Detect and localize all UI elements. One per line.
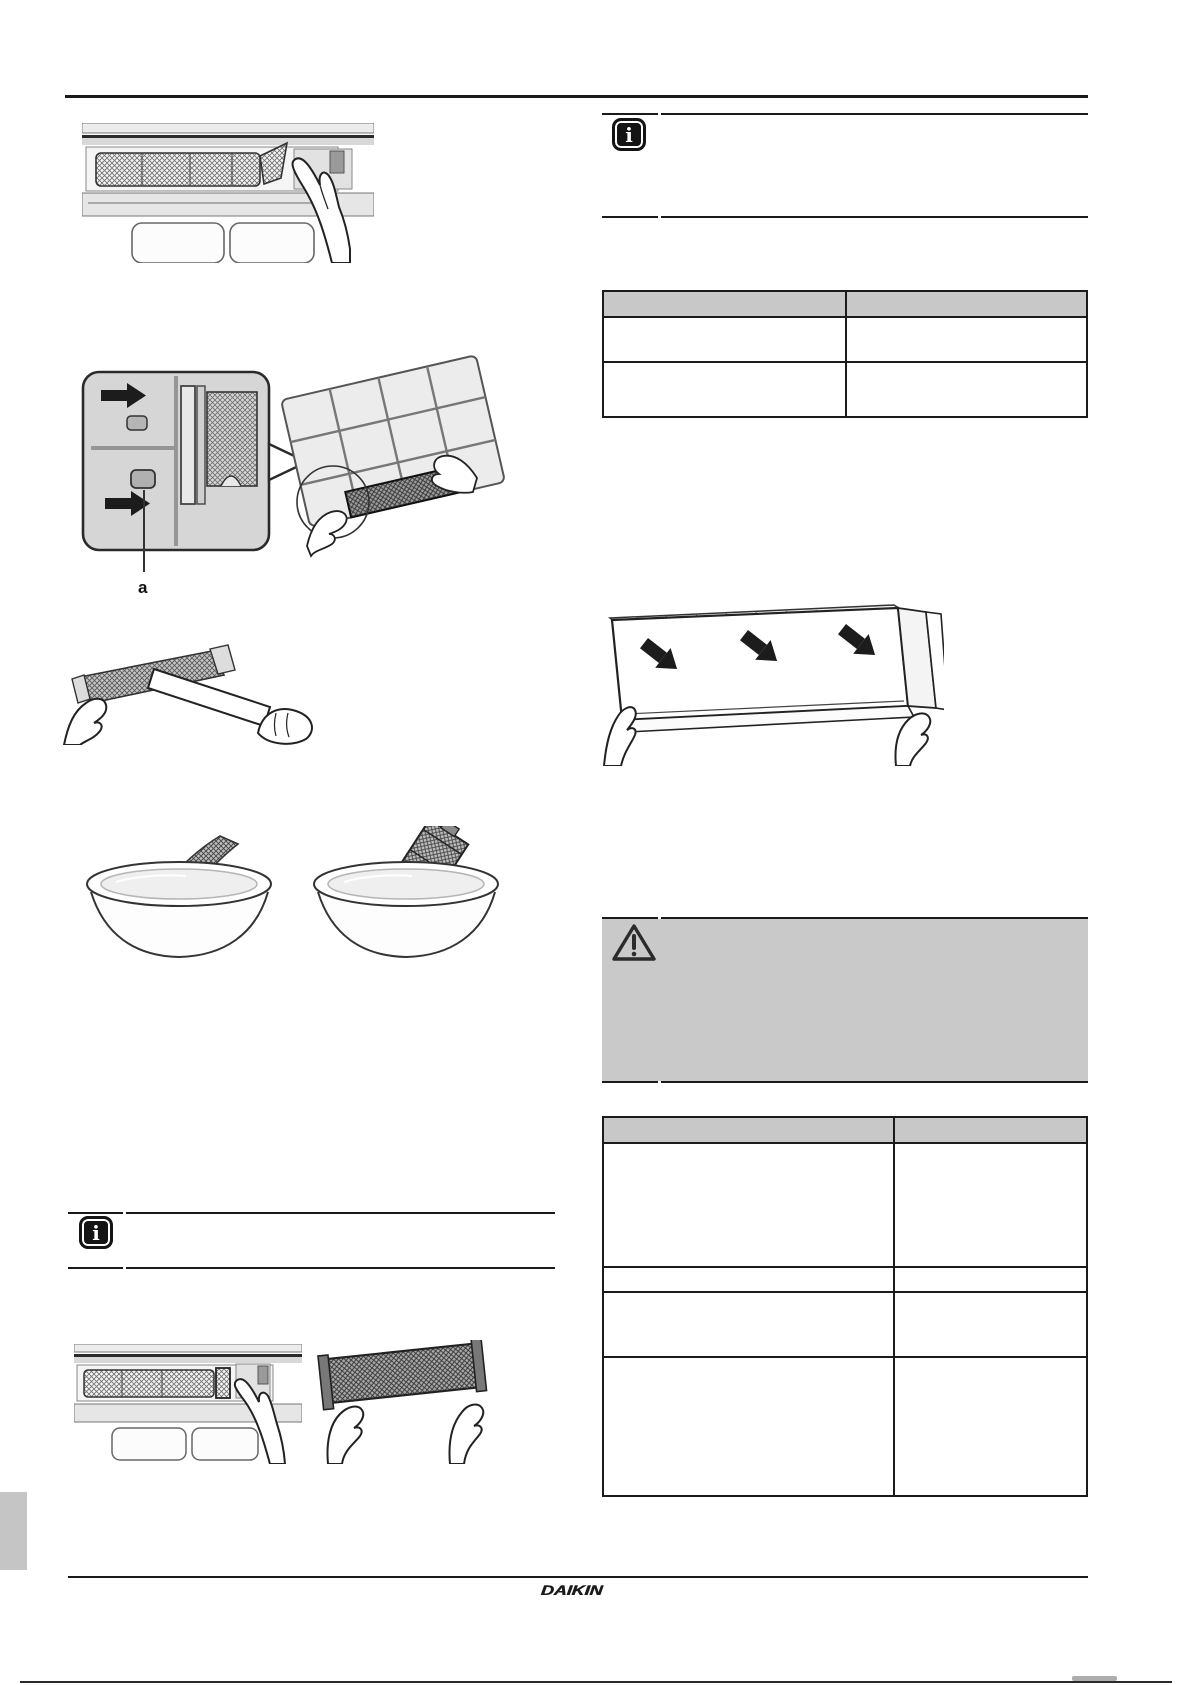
filter-mesh (96, 153, 260, 186)
table-cell (604, 318, 845, 361)
table-cell (893, 1268, 1086, 1291)
warning-box (602, 919, 1088, 1081)
hand (328, 1407, 364, 1464)
filter-frame (317, 1340, 491, 1410)
info-icon (612, 118, 646, 151)
table-row (604, 1293, 1086, 1358)
note-rule (661, 216, 1088, 218)
illustration-reinsert-filter (74, 1344, 302, 1464)
illustration-remove-filter (82, 123, 374, 263)
illustration-filter-tab-detail (75, 350, 515, 600)
filter-mesh (84, 1370, 214, 1397)
note-rule (126, 1267, 555, 1269)
filter-tab-lower (131, 470, 155, 488)
illustration-close-front-panel (596, 588, 944, 766)
table-1-header-row (604, 292, 1086, 318)
filter-mesh (326, 1344, 478, 1403)
table-2-header-cell (604, 1118, 893, 1142)
table-2 (602, 1116, 1088, 1497)
table-cell (893, 1358, 1086, 1495)
table-2-header-row (604, 1118, 1086, 1144)
table-cell (845, 363, 1086, 416)
table-row (604, 318, 1086, 363)
note-rule (68, 1212, 123, 1214)
table-cell (893, 1293, 1086, 1356)
water (328, 869, 484, 899)
hand (450, 1405, 484, 1464)
table-cell (604, 1268, 893, 1291)
illustration-hold-filter-frame (310, 1340, 492, 1464)
filter-mesh (207, 392, 257, 486)
table-row (604, 1268, 1086, 1293)
water (101, 869, 257, 899)
illustration-soak-bowls (66, 826, 514, 968)
footer-code-fragment (1072, 1676, 1117, 1681)
table-1 (602, 290, 1088, 418)
filter-piece (216, 1368, 230, 1398)
note-rule (602, 216, 658, 218)
warning-rule (661, 1081, 1088, 1083)
note-rule (68, 1267, 123, 1269)
filter-tab-upper (127, 416, 147, 430)
table-2-header-cell (893, 1118, 1086, 1142)
table-1-header-cell (604, 292, 845, 316)
note-rule (602, 113, 658, 115)
hand (64, 699, 106, 745)
table-cell (604, 363, 845, 416)
hand (896, 713, 931, 766)
table-cell (604, 1293, 893, 1356)
warning-rule (602, 1081, 658, 1083)
unit-top-band (82, 123, 374, 133)
note-rule (126, 1212, 555, 1214)
table-cell (845, 318, 1086, 361)
filter-panel (281, 355, 505, 527)
callout-label-a: a (138, 578, 148, 597)
table-cell (604, 1358, 893, 1495)
daikin-logo: DAIKIN (540, 1582, 604, 1599)
hand (604, 707, 636, 766)
info-icon-glyph: i (625, 122, 633, 147)
table-row (604, 363, 1086, 416)
page-top-rule (65, 95, 1088, 98)
page-bottom-edge (20, 1681, 1172, 1683)
illustration-vacuum-filter (62, 633, 362, 745)
footer-rule (68, 1576, 1088, 1578)
table-cell (604, 1144, 893, 1266)
table-cell (893, 1144, 1086, 1266)
note-rule (661, 113, 1088, 115)
warning-icon (611, 923, 657, 963)
table-row (604, 1144, 1086, 1268)
info-icon (79, 1216, 113, 1249)
left-margin-section-mark (0, 1492, 27, 1570)
bowl-with-filter (87, 836, 271, 957)
bowl-with-framed-filter (314, 826, 498, 957)
info-icon-glyph: i (92, 1220, 100, 1245)
table-1-header-cell (845, 292, 1086, 316)
table-row (604, 1358, 1086, 1495)
